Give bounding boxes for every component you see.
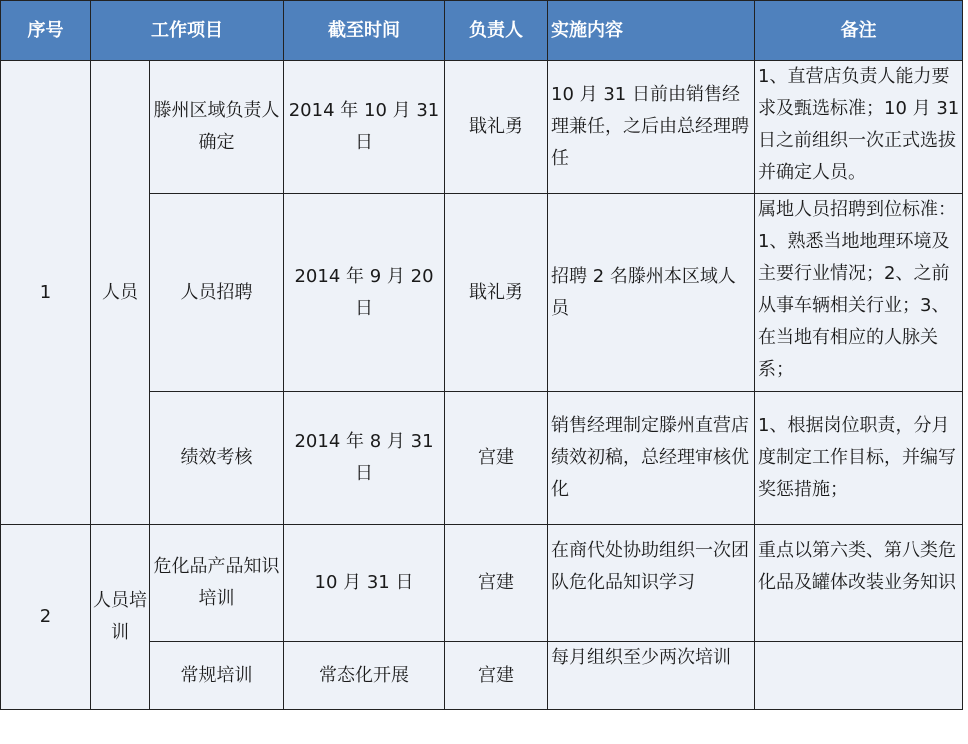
deadline-cell: 常态化开展 xyxy=(284,642,445,710)
deadline-cell: 2014 年 9 月 20 日 xyxy=(284,194,445,392)
content-cell: 销售经理制定滕州直营店绩效初稿，总经理审核优化 xyxy=(548,392,755,525)
remark-cell: 1、直营店负责人能力要求及甄选标准；10 月 31 日之前组织一次正式选拔并确定人员。 xyxy=(755,61,963,194)
header-item: 工作项目 xyxy=(91,1,284,61)
owner-cell: 戢礼勇 xyxy=(445,61,548,194)
deadline-cell: 2014 年 8 月 31 日 xyxy=(284,392,445,525)
sub-item: 危化品产品知识培训 xyxy=(150,525,284,642)
remark-cell xyxy=(755,642,963,710)
header-owner: 负责人 xyxy=(445,1,548,61)
group-name: 人员培训 xyxy=(91,525,150,710)
content-cell: 每月组织至少两次培训 xyxy=(548,642,755,710)
content-cell: 招聘 2 名滕州本区域人员 xyxy=(548,194,755,392)
sub-item: 常规培训 xyxy=(150,642,284,710)
table-row xyxy=(1,525,963,642)
header-no: 序号 xyxy=(1,1,91,61)
group-name: 人员 xyxy=(91,61,150,525)
content-cell: 10 月 31 日前由销售经理兼任，之后由总经理聘任 xyxy=(548,61,755,194)
sub-item: 滕州区域负责人确定 xyxy=(150,61,284,194)
header-deadline: 截至时间 xyxy=(284,1,445,61)
remark-cell: 重点以第六类、第八类危化品及罐体改装业务知识 xyxy=(755,525,963,642)
remark-cell: 1、根据岗位职责，分月度制定工作目标，并编写奖惩措施； xyxy=(755,392,963,525)
remark-cell: 属地人员招聘到位标准：1、熟悉当地地理环境及主要行业情况；2、之前从事车辆相关行业；3、在当地有相应的人脉关系； xyxy=(755,194,963,392)
deadline-cell: 10 月 31 日 xyxy=(284,525,445,642)
deadline-cell: 2014 年 10 月 31 日 xyxy=(284,61,445,194)
group-number: 1 xyxy=(1,61,91,525)
header-remark: 备注 xyxy=(755,1,963,61)
group-number: 2 xyxy=(1,525,91,710)
sub-item: 人员招聘 xyxy=(150,194,284,392)
sub-item: 绩效考核 xyxy=(150,392,284,525)
owner-cell: 宫建 xyxy=(445,392,548,525)
content-cell: 在商代处协助组织一次团队危化品知识学习 xyxy=(548,525,755,642)
table-header-row xyxy=(1,1,963,61)
owner-cell: 宫建 xyxy=(445,642,548,710)
owner-cell: 宫建 xyxy=(445,525,548,642)
table-row xyxy=(1,61,963,194)
header-content: 实施内容 xyxy=(548,1,755,61)
owner-cell: 戢礼勇 xyxy=(445,194,548,392)
